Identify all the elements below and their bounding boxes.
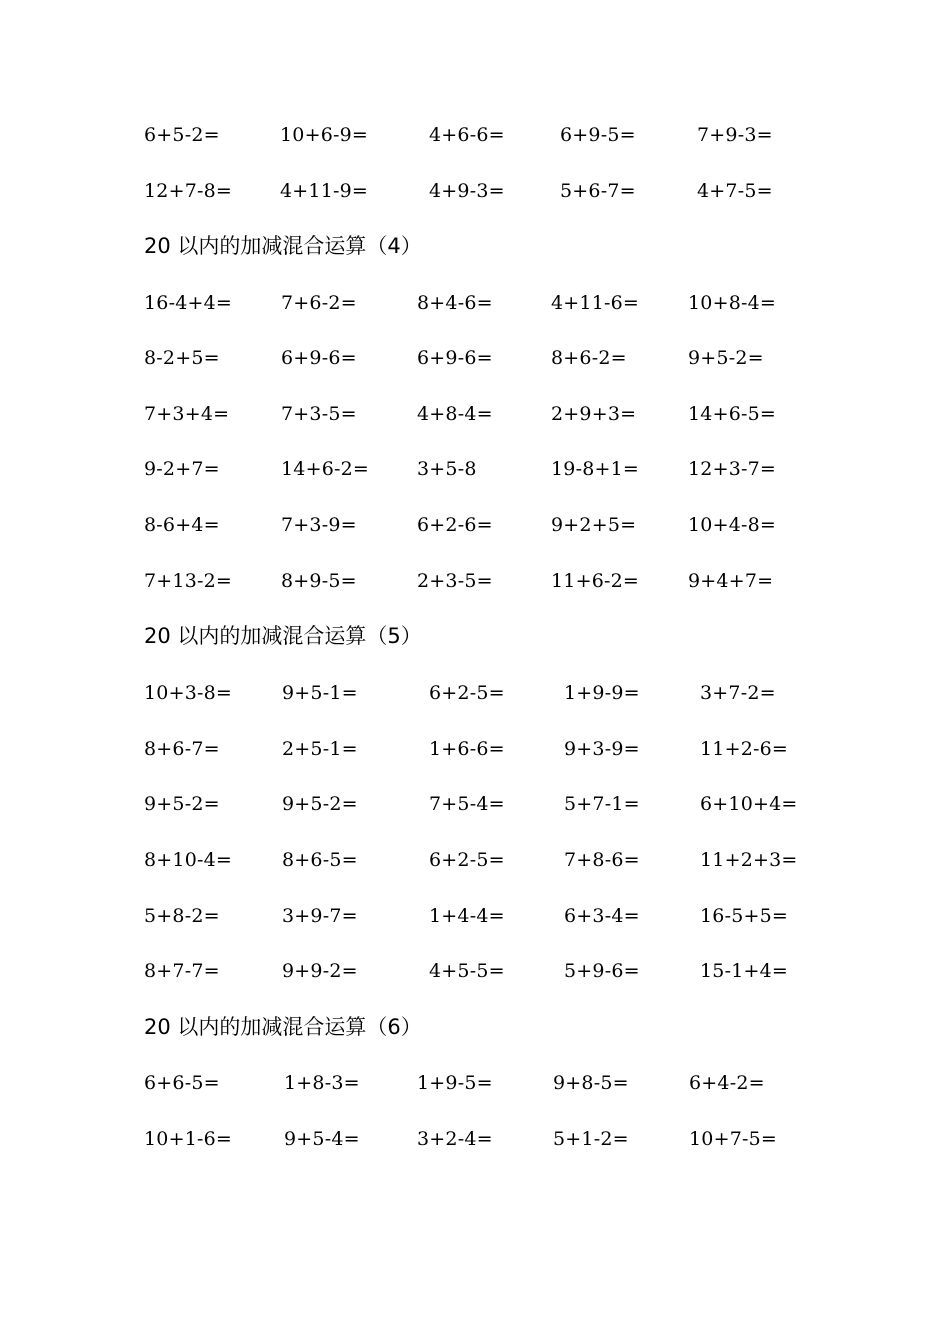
arithmetic-problem: 10+1-6= [144,1128,233,1150]
arithmetic-problem: 10+6-9= [280,124,369,146]
arithmetic-problem: 1+6-6= [429,738,505,760]
arithmetic-problem: 6+3-4= [564,905,640,927]
arithmetic-problem: 2+9+3= [551,403,637,425]
arithmetic-problem: 1+9-9= [564,682,640,704]
arithmetic-problem: 4+6-6= [429,124,505,146]
arithmetic-problem: 5+8-2= [144,905,220,927]
arithmetic-problem: 11+2+3= [700,849,798,871]
arithmetic-problem: 8+9-5= [281,570,357,592]
problem-row [0,119,950,151]
arithmetic-problem: 8-6+4= [144,514,220,536]
arithmetic-problem: 7+3-5= [281,403,357,425]
problem-row [0,287,950,319]
arithmetic-problem: 3+2-4= [417,1128,493,1150]
problem-row [0,677,950,709]
arithmetic-problem: 19-8+1= [551,458,640,480]
arithmetic-problem: 1+9-5= [417,1072,493,1094]
arithmetic-problem: 10+8-4= [688,292,777,314]
arithmetic-problem: 14+6-2= [281,458,370,480]
arithmetic-problem: 10+4-8= [688,514,777,536]
arithmetic-problem: 6+10+4= [700,793,798,815]
arithmetic-problem: 12+7-8= [144,180,233,202]
arithmetic-problem: 8+6-5= [282,849,358,871]
arithmetic-problem: 11+2-6= [700,738,789,760]
arithmetic-problem: 8+6-7= [144,738,220,760]
problem-row [0,788,950,820]
arithmetic-problem: 6+2-5= [429,849,505,871]
problem-row [0,565,950,597]
arithmetic-problem: 9+5-2= [144,793,220,815]
arithmetic-problem: 6+9-6= [417,347,493,369]
problem-row [0,398,950,430]
arithmetic-problem: 8+7-7= [144,960,220,982]
arithmetic-problem: 4+11-6= [551,292,640,314]
arithmetic-problem: 7+5-4= [429,793,505,815]
arithmetic-problem: 4+5-5= [429,960,505,982]
arithmetic-problem: 9+4+7= [688,570,774,592]
problem-row [0,733,950,765]
arithmetic-problem: 6+6-5= [144,1072,220,1094]
arithmetic-problem: 6+2-5= [429,682,505,704]
arithmetic-problem: 7+3-9= [281,514,357,536]
arithmetic-problem: 2+5-1= [282,738,358,760]
arithmetic-problem: 3+7-2= [700,682,776,704]
arithmetic-problem: 9+9-2= [282,960,358,982]
arithmetic-problem: 6+9-6= [281,347,357,369]
section-heading: 20 以内的加减混合运算（4） [144,234,422,258]
section-heading: 20 以内的加减混合运算（6） [144,1015,422,1039]
arithmetic-problem: 12+3-7= [688,458,777,480]
problem-row [0,955,950,987]
arithmetic-problem: 9+5-1= [282,682,358,704]
arithmetic-problem: 7+13-2= [144,570,233,592]
arithmetic-problem: 5+6-7= [560,180,636,202]
problem-row [0,342,950,374]
problem-row [0,453,950,485]
arithmetic-problem: 9+5-4= [284,1128,360,1150]
arithmetic-problem: 4+7-5= [697,180,773,202]
arithmetic-problem: 16-4+4= [144,292,233,314]
problem-row [0,900,950,932]
arithmetic-problem: 9+8-5= [553,1072,629,1094]
arithmetic-problem: 15-1+4= [700,960,789,982]
problem-row [0,509,950,541]
arithmetic-problem: 9-2+7= [144,458,220,480]
problem-row [0,1067,950,1099]
arithmetic-problem: 7+9-3= [697,124,773,146]
arithmetic-problem: 9+5-2= [282,793,358,815]
arithmetic-problem: 7+6-2= [281,292,357,314]
arithmetic-problem: 14+6-5= [688,403,777,425]
arithmetic-problem: 8+6-2= [551,347,627,369]
problem-row [0,1123,950,1155]
arithmetic-problem: 6+5-2= [144,124,220,146]
arithmetic-problem: 11+6-2= [551,570,640,592]
arithmetic-problem: 8-2+5= [144,347,220,369]
arithmetic-problem: 3+9-7= [282,905,358,927]
arithmetic-problem: 10+3-8= [144,682,233,704]
arithmetic-problem: 1+8-3= [284,1072,360,1094]
arithmetic-problem: 8+4-6= [417,292,493,314]
arithmetic-problem: 9+2+5= [551,514,637,536]
arithmetic-problem: 7+8-6= [564,849,640,871]
arithmetic-problem: 6+9-5= [560,124,636,146]
arithmetic-problem: 7+3+4= [144,403,230,425]
arithmetic-problem: 4+11-9= [280,180,369,202]
arithmetic-problem: 4+8-4= [417,403,493,425]
arithmetic-problem: 10+7-5= [689,1128,778,1150]
arithmetic-problem: 6+2-6= [417,514,493,536]
arithmetic-problem: 6+4-2= [689,1072,765,1094]
arithmetic-problem: 9+5-2= [688,347,764,369]
arithmetic-problem: 9+3-9= [564,738,640,760]
section-heading: 20 以内的加减混合运算（5） [144,624,422,648]
problem-row [0,844,950,876]
arithmetic-problem: 16-5+5= [700,905,789,927]
arithmetic-problem: 5+7-1= [564,793,640,815]
arithmetic-problem: 5+1-2= [553,1128,629,1150]
arithmetic-problem: 2+3-5= [417,570,493,592]
arithmetic-problem: 1+4-4= [429,905,505,927]
arithmetic-problem: 5+9-6= [564,960,640,982]
problem-row [0,175,950,207]
arithmetic-problem: 3+5-8 [417,458,477,480]
arithmetic-problem: 8+10-4= [144,849,233,871]
arithmetic-problem: 4+9-3= [429,180,505,202]
